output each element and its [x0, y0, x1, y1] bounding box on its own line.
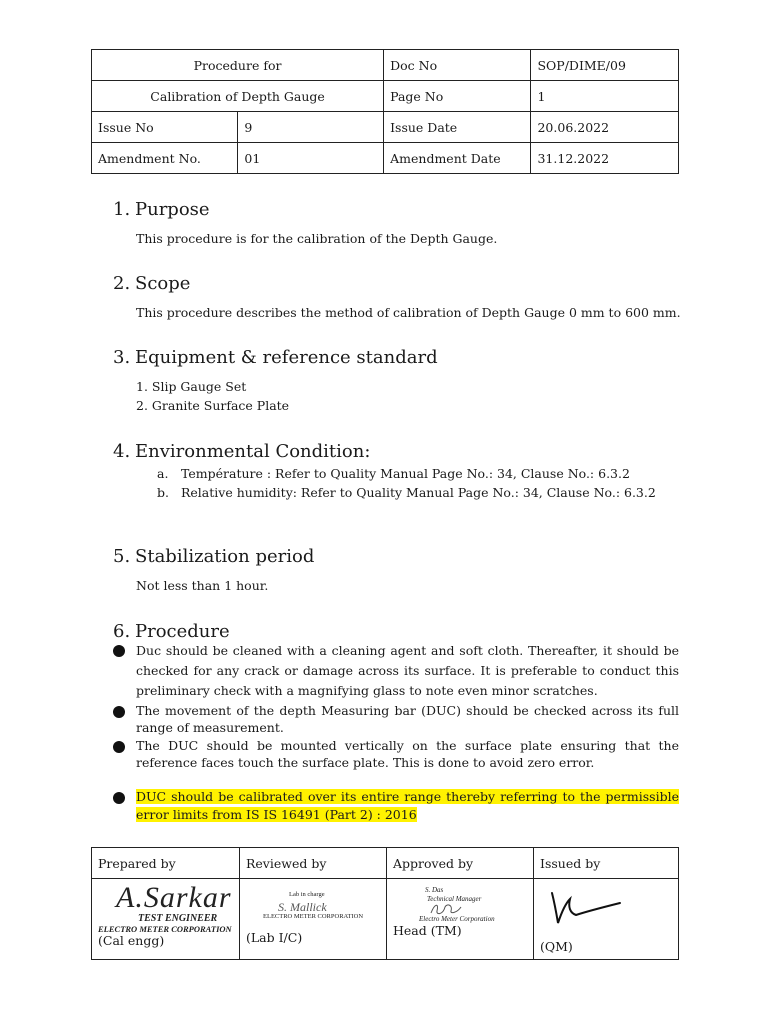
bullet-icon — [113, 706, 125, 718]
section-procedure-heading — [113, 621, 230, 642]
prepared-role: (Cal engg) — [98, 933, 165, 948]
issue-no-value: 9 — [238, 112, 384, 143]
doc-no-value: SOP/DIME/09 — [531, 50, 679, 81]
list-letter: b. — [157, 485, 169, 500]
approved-stamp-title: Technical Manager — [427, 895, 482, 903]
approved-by-label: Approved by — [387, 848, 534, 879]
section-environment-heading — [113, 441, 370, 462]
issued-signature-cell — [534, 879, 679, 960]
reviewed-by-label: Reviewed by — [240, 848, 387, 879]
procedure-bullet — [113, 737, 679, 771]
highlighted-bullet-container — [136, 788, 679, 824]
section-title: Environmental Condition: — [135, 441, 371, 462]
issued-signature — [546, 889, 626, 927]
section-purpose-heading — [113, 199, 210, 220]
reviewed-stamp-title: Lab in charge — [289, 891, 325, 898]
equipment-item: 2. Granite Surface Plate — [136, 398, 290, 413]
signoff-table — [91, 847, 679, 960]
reviewed-stamp-org: ELECTRO METER CORPORATION — [263, 913, 364, 920]
list-letter: a. — [157, 466, 169, 481]
amendment-date-value: 31.12.2022 — [531, 143, 679, 174]
approved-role: Head (TM) — [393, 923, 462, 938]
procedure-title-line2: Calibration of Depth Gauge — [92, 81, 384, 112]
bullet-icon — [113, 741, 125, 753]
section-scope-heading — [113, 273, 190, 294]
equipment-item: 1. Slip Gauge Set — [136, 379, 247, 394]
doc-no-label: Doc No — [384, 50, 531, 81]
issued-role: (QM) — [540, 939, 573, 954]
section-number: 5. — [113, 546, 131, 567]
approved-stamp-name: S. Das — [425, 886, 444, 894]
prepared-signature: A.Sarkar — [116, 881, 232, 914]
section-title: Equipment & reference standard — [135, 347, 438, 368]
procedure-bullet — [113, 702, 679, 736]
document-header-table — [91, 49, 679, 174]
amendment-date-label: Amendment Date — [384, 143, 531, 174]
list-text: Relative humidity: Refer to Quality Manual Page No.: 34, Clause No.: 6.3.2 — [181, 485, 656, 500]
bullet-text: Duc should be cleaned with a cleaning agent and soft cloth. Thereafter, it should be checked for any crack or damage across its surface. It is preferable to conduct this preliminary check with a magnifying glass to note even minor scratches. — [136, 643, 679, 698]
amendment-no-label: Amendment No. — [92, 143, 238, 174]
environment-item — [157, 464, 656, 483]
section-title: Scope — [135, 273, 191, 294]
purpose-text: This procedure is for the calibration of the Depth Gauge. — [136, 231, 498, 246]
prepared-signature-cell — [92, 879, 240, 960]
prepared-by-label: Prepared by — [92, 848, 240, 879]
issue-date-value: 20.06.2022 — [531, 112, 679, 143]
list-text: Température : Refer to Quality Manual Page No.: 34, Clause No.: 6.3.2 — [181, 466, 630, 481]
bullet-text: The movement of the depth Measuring bar (DUC) should be checked across its full range of measurement. — [136, 703, 679, 735]
bullet-text: The DUC should be mounted vertically on the surface plate ensuring that the reference faces touch the surface plate. This is done to avoid zero error. — [136, 738, 679, 770]
equipment-list — [136, 377, 289, 415]
prepared-stamp-org: ELECTRO METER CORPORATION — [98, 924, 232, 934]
reviewed-signature: S. Mallick — [278, 900, 327, 914]
issue-date-label: Issue Date — [384, 112, 531, 143]
section-number: 1. — [113, 199, 131, 220]
section-number: 6. — [113, 621, 131, 642]
section-title: Purpose — [135, 199, 210, 220]
page-no-value: 1 — [531, 81, 679, 112]
section-title: Stabilization period — [135, 546, 315, 567]
prepared-stamp-title: TEST ENGINEER — [138, 913, 218, 924]
procedure-bullet-highlighted — [113, 788, 679, 824]
bullet-icon — [113, 792, 125, 804]
section-number: 4. — [113, 441, 131, 462]
highlighted-bullet-text: DUC should be calibrated over its entire range thereby referring to the permissible error limits from IS IS 16491 (Part 2) : 2016 — [136, 789, 679, 822]
section-title: Procedure — [135, 621, 230, 642]
page-no-label: Page No — [384, 81, 531, 112]
issue-no-label: Issue No — [92, 112, 238, 143]
reviewed-role: (Lab I/C) — [246, 930, 303, 945]
section-number: 3. — [113, 347, 131, 368]
procedure-bullet — [113, 641, 679, 701]
procedure-title-line1: Procedure for — [92, 50, 384, 81]
bullet-icon — [113, 645, 125, 657]
approved-stamp-org: Electro Meter Corporation — [419, 915, 495, 923]
scope-text: This procedure describes the method of calibration of Depth Gauge 0 mm to 600 mm. — [136, 305, 681, 320]
environment-list — [157, 464, 656, 502]
amendment-no-value: 01 — [238, 143, 384, 174]
environment-item — [157, 483, 656, 502]
reviewed-signature-cell — [240, 879, 387, 960]
issued-by-label: Issued by — [534, 848, 679, 879]
stabilization-text: Not less than 1 hour. — [136, 578, 269, 593]
section-equipment-heading — [113, 347, 438, 368]
section-stabilization-heading — [113, 546, 314, 567]
approved-signature-cell — [387, 879, 534, 960]
section-number: 2. — [113, 273, 131, 294]
